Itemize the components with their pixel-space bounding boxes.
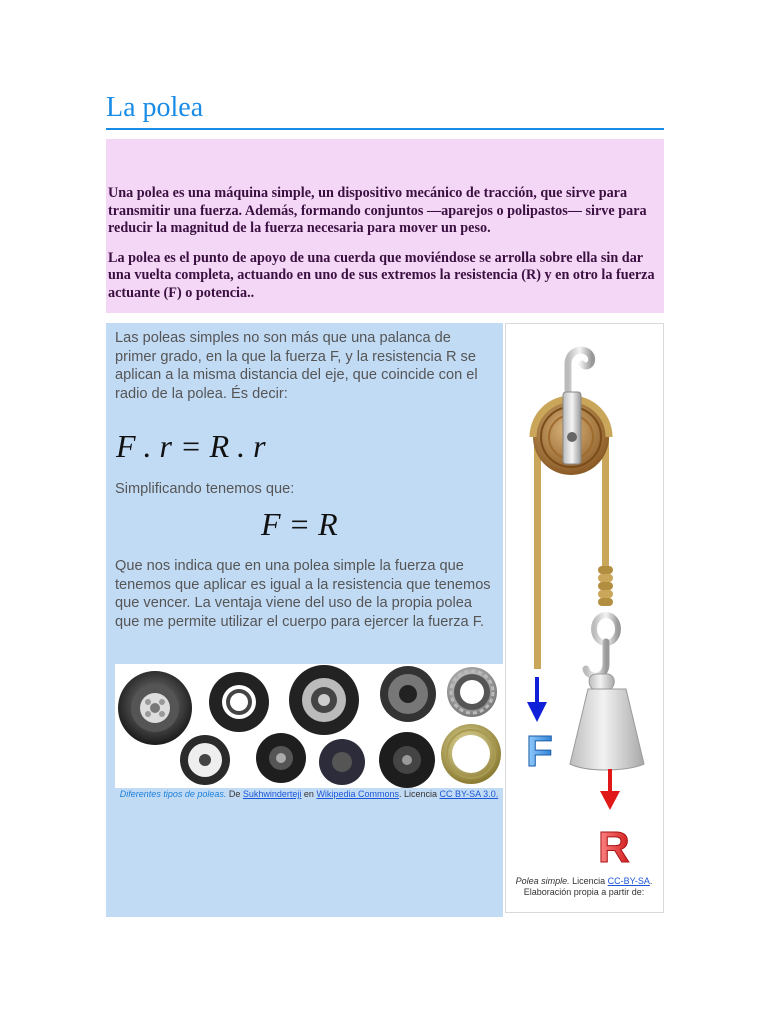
explanation-paragraph-3: Que nos indica que en una polea simple la fuerza que tenemos que aplicar es igual a la resistencia que tenemos que vencer. La ventaja viene del uso de la propia polea que me permite utilizar el cuerpo para ejercer la fuerza F. — [115, 558, 491, 630]
simple-pulley-illustration — [506, 324, 663, 864]
formula-equality: F = R — [261, 506, 338, 542]
intro-paragraph-1: Una polea es una máquina simple, un dispositivo mecánico de tracción, que sirve para transmitir una fuerza. Además, formando conjuntos —aparejos o polipastos— sirve para reducir la magnitud de la fuerza necesaria para mover un peso. — [108, 185, 647, 236]
pulley-types-image — [115, 664, 503, 788]
page-title: La polea — [106, 92, 204, 123]
figure-caption-rest: . Elaboración propia a partir de: — [523, 876, 653, 897]
gallery-caption — [115, 789, 503, 799]
formula-torque: F . r = R . r — [116, 428, 266, 464]
intro-paragraph-2: La polea es el punto de apoyo de una cuerda que moviéndose se arrolla sobre ella sin dar una vuelta completa, actuando en uno de sus extremos la resistencia (R) y en otro la fuerza actuante (F) o potencia.. — [108, 249, 655, 301]
figure-caption — [514, 876, 654, 897]
title-underline — [106, 128, 664, 130]
intro-box — [106, 139, 664, 313]
cc-by-sa-link[interactable]: CC-BY-SA — [607, 876, 650, 886]
figure-caption-licencia: Licencia — [569, 876, 608, 886]
explanation-box — [106, 323, 503, 917]
resistance-label: R — [598, 823, 630, 864]
wikipedia-commons-link[interactable]: Wikipedia Commons — [316, 789, 399, 799]
gallery-caption-licencia: . Licencia — [398, 789, 440, 799]
simple-pulley-figure — [505, 323, 664, 913]
gallery-caption-title: Diferentes tipos de poleas. — [119, 789, 227, 799]
figure-caption-title: Polea simple. — [515, 876, 570, 886]
force-label: F — [526, 727, 553, 776]
gallery-caption-de: De — [226, 789, 243, 799]
license-link[interactable]: CC BY-SA 3.0. — [439, 789, 499, 799]
gallery-caption-en: en — [301, 789, 317, 799]
author-link[interactable]: Sukhwinderteji — [242, 789, 302, 799]
explanation-paragraph-2: Simplificando tenemos que: — [115, 481, 295, 497]
explanation-paragraph-1: Las poleas simples no son más que una palanca de primer grado, en la que la fuerza F, y la resistencia R se aplican a la misma distancia del eje, que coincide con el radio de la polea. És decir: — [115, 330, 478, 402]
